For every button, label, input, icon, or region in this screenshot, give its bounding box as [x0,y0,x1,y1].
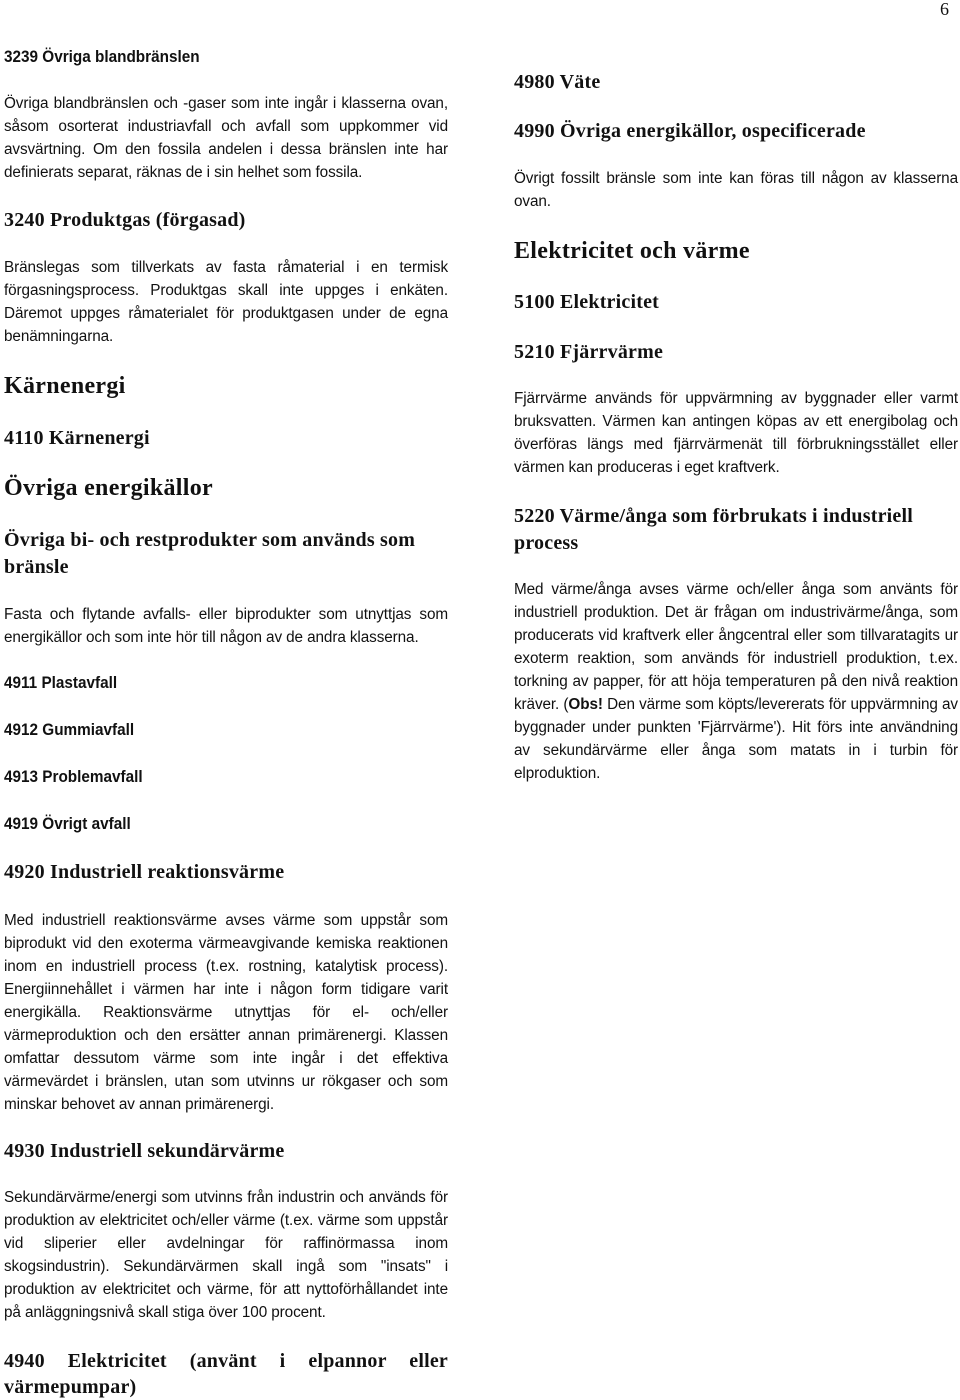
heading-4911: 4911 Plastavfall [4,673,118,692]
heading-biprodukter: Övriga bi- och restprodukter som används som bränsle [4,529,416,578]
heading-karnenergi: Kärnenergi [4,373,126,399]
heading-4990: 4990 Övriga energikällor, ospecificerade [514,120,866,142]
heading-4940-line1: 4940 Elektricitet (använt i elpannor eller [4,1350,448,1372]
heading-3239: 3239 Övriga blandbränslen [4,47,200,66]
paragraph-4930: Sekundärvärme/energi som utvinns från industrin och används för produktion av elektricitet och/eller värme (t.ex. värme som uppstår vid sliperier eller avdelningar för raffinörmassa inom skogsindustrin). Sekundärvärmen skall ingå som "insats" i produktion av elektricitet och värme, för att nyttoförhållandet inte på anläggningsnivå skall stiga över 100 procent. [4,1189,448,1321]
heading-ovriga-energikallor: Övriga energikällor [4,475,213,501]
heading-4912: 4912 Gummiavfall [4,720,135,739]
heading-5210: 5210 Fjärrvärme [514,341,664,363]
heading-4913: 4913 Problemavfall [4,767,143,786]
paragraph-5220-text-before: Med värme/ånga avses värme och/eller ånga som använts för industriell produktion. Det är frågan om industrivärme/ånga, som producerats vid kraftverk eller ångcentral eller som tillvaratagits ur exoterm reaktion, som används för industriell produktion, t.ex. torkning av papper, för att höja temperaturen på den nivå reaktion kräver. ( [514,581,958,713]
heading-5220: 5220 Värme/ånga som förbrukats i industriell process [514,505,913,554]
paragraph-5210: Fjärrvärme används för uppvärmning av byggnader eller varmt bruksvatten. Värmen kan antingen köpas av ett energibolag och överföras längs med fjärrvärmenät till förbrukningsstället eller värmen kan produceras i eget kraftverk. [514,390,958,476]
paragraph-5220 [514,578,958,785]
heading-4919: 4919 Övrigt avfall [4,814,131,833]
heading-4940-line2: värmepumpar) [4,1376,137,1398]
paragraph-biprodukter: Fasta och flytande avfalls- eller biprodukter som utnyttjas som energikällor och som inte hör till någon av de andra klasserna. [4,606,448,646]
heading-4980: 4980 Väte [514,71,601,93]
paragraph-5220-text-after: Den värme som köpts/levererats för uppvärmning av byggnader under punkten 'Fjärrvärme'). Hit förs inte användning av sekundärvärme eller ånga som matats in i turbin för elproduktion. [514,696,958,782]
heading-4110: 4110 Kärnenergi [4,427,150,449]
heading-4920: 4920 Industriell reaktionsvärme [4,861,285,883]
heading-3240: 3240 Produktgas (förgasad) [4,209,246,231]
heading-elektricitet-och-varme: Elektricitet och värme [514,238,750,264]
heading-5100: 5100 Elektricitet [514,291,660,313]
paragraph-4920: Med industriell reaktionsvärme avses värme som uppstår som biprodukt vid den exoterma värmeavgivande kemiska reaktionen inom en industriell process (t.ex. rostning, katalytisk process). Energiinnehållet i värmen har inte i någon form tidigare varit energikälla. Reaktionsvärme utnyttjas för el- och/eller värmeproduktion och den ersätter annan primärenergi. Klassen omfattar dessutom värme som inte ingår i det effektiva värmevärdet i bränslen, utan som utvinns ur rökgaser och som minskar behovet av annan primärenergi. [4,912,448,1113]
paragraph-3240: Bränslegas som tillverkats av fasta råmaterial i en termisk förgasningsprocess. Produktgas skall inte uppges i enkäten. Däremot uppges råmaterialet för produktgasen under de egna benämningarna. [4,259,448,345]
heading-4930: 4930 Industriell sekundärvärme [4,1140,285,1162]
obs-note: Obs! [568,696,603,713]
page-number: 6 [940,0,949,19]
paragraph-3239: Övriga blandbränslen och -gaser som inte ingår i klasserna ovan, såsom osorterat industriavfall och avfall som uppkommer vid avsvärtning. Om den fossila andelen i dessa bränslen inte har definierats separat, räknas de i sin helhet som fossila. [4,95,448,181]
paragraph-4990: Övrigt fossilt bränsle som inte kan föras till någon av klasserna ovan. [514,170,958,210]
